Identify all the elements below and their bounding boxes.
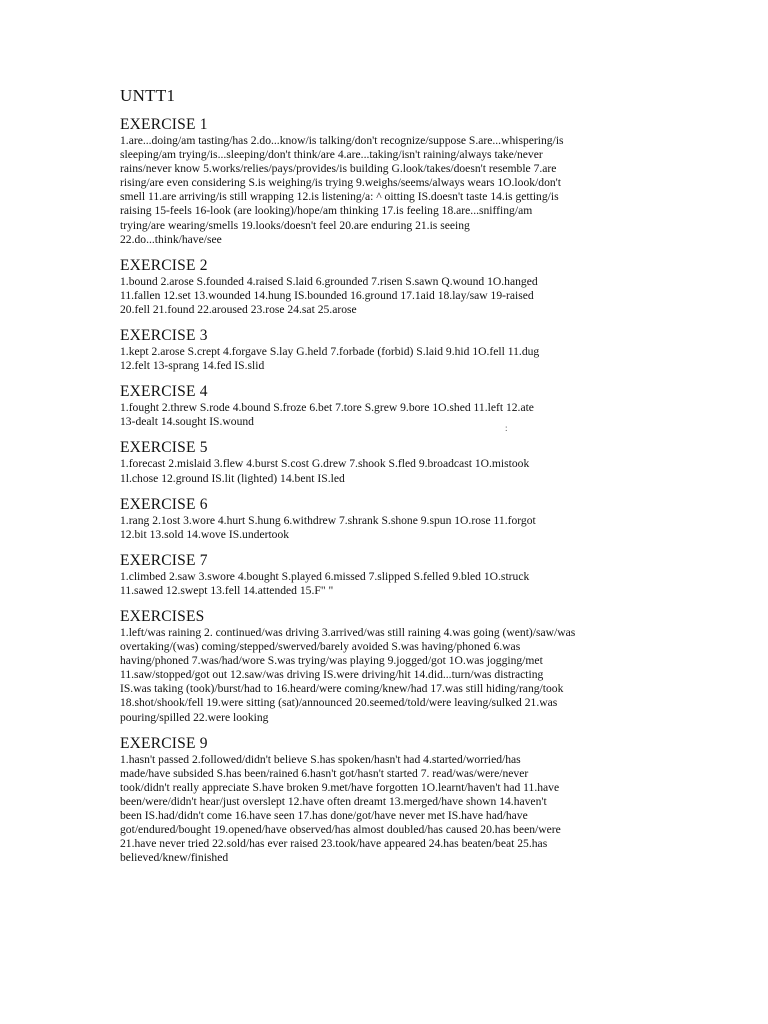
document-page <box>120 86 680 875</box>
exercise-heading: EXERCISE 3 <box>120 327 208 345</box>
exercise-heading: EXERCISE 6 <box>120 495 208 513</box>
exercise-answers: 1.are...doing/am tasting/has 2.do...know/is talking/don't recognize/suppose S.are...whispering/is sleeping/am trying/is...sleeping/don't think/are 4.are...taking/isn't raining/always take/never rains/never know 5.works/relies/pays/provides/is building G.look/takes/doesn't resemble 7.are rising/are even considering S.is weighing/is trying 9.weighs/seems/always wears 1O.look/don't smell 11.are arriving/is still wrapping 12.is listening/a: ^ oitting IS.doesn't taste 14.is getting/is raising 15-feels 16-look (are looking)/hope/am thinking 17.is feeling 18.are...sniffing/am trying/are wearing/smells 19.looks/doesn't feel 20.are enduring 21.is seeing 22.do...think/have/see <box>120 134 564 246</box>
exercise-1 <box>120 116 680 247</box>
exercise-answers: 1.fought 2.threw S.rode 4.bound S.froze 6.bet 7.tore S.grew 9.bore 1O.shed 11.left 12.ate 13-dealt 14.sought IS.wound <box>120 401 534 429</box>
exercise-answers: 1.rang 2.1ost 3.wore 4.hurt S.hung 6.withdrew 7.shrank S.shone 9.spun 1O.rose 11.forgot 12.bit 13.sold 14.wove IS.undertook <box>120 513 536 541</box>
exercise-3 <box>120 327 680 373</box>
exercise-heading: EXERCISE 4 <box>120 383 208 401</box>
exercise-heading: EXERCISE 5 <box>120 439 208 457</box>
exercise-answers: 1.forecast 2.mislaid 3.flew 4.burst S.cost G.drew 7.shook S.fled 9.broadcast 1O.mistook 1l.chose 12.ground IS.lit (lighted) 14.bent IS.led <box>120 457 530 485</box>
unit-title: UNTT1 <box>120 86 176 105</box>
exercise-8 <box>120 608 680 725</box>
exercise-7 <box>120 552 680 598</box>
exercise-9 <box>120 735 680 866</box>
exercise-4 <box>120 383 680 429</box>
exercise-answers: 1.left/was raining 2. continued/was driving 3.arrived/was still raining 4.was going (went)/saw/was overtaking/(was) coming/stepped/swerved/barely avoided S.was having/phoned 6.was having/phoned 7.was/had/wore S.was trying/was playing 9.jogged/got 1O.was jogging/met 11.saw/stopped/got out 12.saw/was driving IS.were driving/hit 14.did...turn/was distracting IS.was taking (took)/burst/had to 16.heard/were coming/knew/had 17.was still hiding/rang/took 18.shot/shook/fell 19.were sitting (sat)/announced 20.seemed/told/were leaving/sulked 21.was pouring/spilled 22.were looking <box>120 625 576 724</box>
exercise-answers: 1.kept 2.arose S.crept 4.forgave S.lay G.held 7.forbade (forbid) S.laid 9.hid 1O.fell 11.dug 12.felt 13-sprang 14.fed IS.slid <box>120 345 540 373</box>
exercise-answers: 1.hasn't passed 2.followed/didn't believe S.has spoken/hasn't had 4.started/worried/has made/have subsided S.has been/rained 6.hasn't got/hasn't started 7. read/was/were/never took/didn't really appreciate S.have broken 9.met/have forgotten 1O.learnt/haven't had 11.have been/were/didn't hear/just overslept 12.have often dreamt 13.merged/have shown 14.haven't been IS.had/didn't come 16.have seen 17.has done/got/have never met IS.have had/have got/endured/bought 19.opened/have observed/has almost doubled/has caused 20.has been/were 21.have never tried 22.sold/has ever raised 23.took/have appeared 24.has beaten/beat 25.has believed/knew/finished <box>120 752 561 865</box>
exercise-5 <box>120 439 680 485</box>
stray-mark: : <box>505 423 508 433</box>
exercise-6 <box>120 496 680 542</box>
exercise-heading: EXERCISE 2 <box>120 256 208 274</box>
exercise-heading: EXERCISES <box>120 607 205 625</box>
exercise-answers: 1.bound 2.arose S.founded 4.raised S.laid 6.grounded 7.risen S.sawn Q.wound 1O.hanged 11.fallen 12.set 13.wounded 14.hung IS.bounded 16.ground 17.1aid 18.lay/saw 19-raised 20.fell 21.found 22.aroused 23.rose 24.sat 25.arose <box>120 274 538 316</box>
exercise-2 <box>120 257 680 317</box>
exercise-heading: EXERCISE 7 <box>120 551 208 569</box>
exercise-heading: EXERCISE 9 <box>120 734 208 752</box>
exercise-heading: EXERCISE 1 <box>120 116 208 133</box>
exercise-answers: 1.climbed 2.saw 3.swore 4.bought S.played 6.missed 7.slipped S.felled 9.bled 1O.struck 11.sawed 12.swept 13.fell 14.attended 15.F" " <box>120 569 530 597</box>
